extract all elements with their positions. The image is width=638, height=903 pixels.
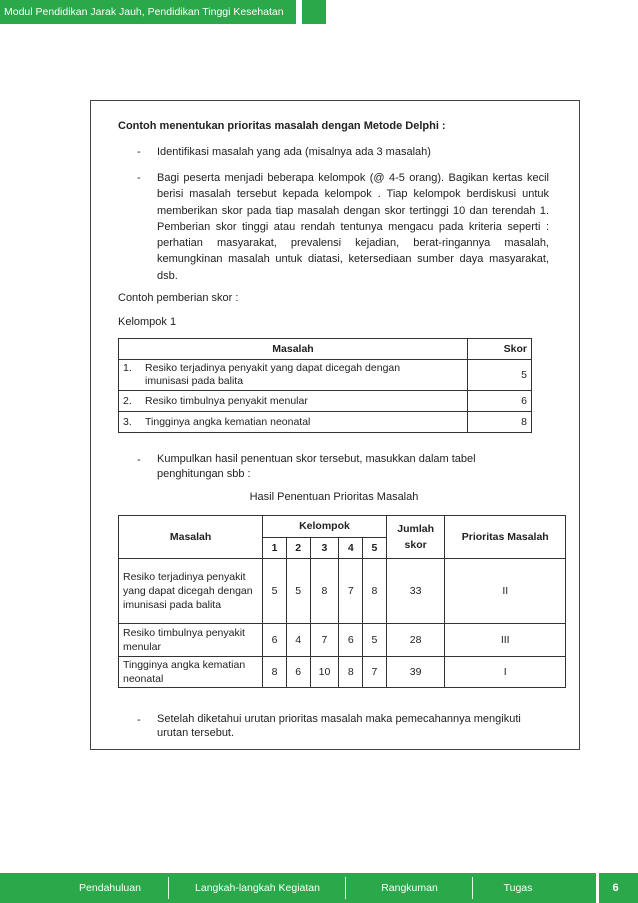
table2-caption: Hasil Penentuan Prioritas Masalah [249, 491, 419, 503]
row-skor: 6 [468, 391, 532, 412]
row-score: 8 [363, 559, 387, 624]
row-score: 5 [363, 624, 387, 657]
nav-langkah-kegiatan[interactable]: Langkah-langkah Kegiatan [195, 882, 320, 894]
nav-divider [168, 877, 169, 899]
nav-divider [472, 877, 473, 899]
row-masalah: Resiko timbulnya penyakit menular [145, 395, 308, 407]
row-score: 8 [310, 559, 339, 624]
row-masalah: Resiko terjadinya penyakit yang dapat dicegah dengan imunisasi pada balita [145, 362, 401, 387]
row-number: 3. [123, 416, 132, 428]
kelompok-label: Kelompok 1 [118, 316, 177, 328]
nav-divider [345, 877, 346, 899]
row-score: 7 [310, 624, 339, 657]
col-masalah-header: Masalah [119, 339, 468, 360]
table-row [119, 657, 566, 688]
row-score: 7 [363, 657, 387, 688]
col-kelompok-header: Kelompok [263, 516, 387, 538]
row-score: 5 [286, 559, 310, 624]
col-skor-header: Skor [468, 339, 532, 360]
row-score: 4 [286, 624, 310, 657]
bullet-identifikasi: Identifikasi masalah yang ada (misalnya ada 3 masalah) [157, 146, 431, 158]
col-group-5: 5 [363, 537, 387, 559]
row-masalah: Tingginya angka kematian neonatal [119, 657, 263, 688]
bullet-dash: - [137, 454, 141, 466]
module-header-title: Modul Pendidikan Jarak Jauh, Pendidikan Tinggi Kesehatan [0, 0, 296, 24]
row-score: 6 [339, 624, 363, 657]
row-score: 8 [339, 657, 363, 688]
nav-pendahuluan[interactable]: Pendahuluan [79, 882, 141, 894]
nav-tugas[interactable]: Tugas [503, 882, 533, 894]
header-accent-square [302, 0, 326, 24]
bullet-kumpulkan: Kumpulkan hasil penentuan skor tersebut, masukkan dalam tabel penghitungan sbb : [157, 453, 476, 480]
bullet-dash: - [137, 714, 141, 726]
row-score: 7 [339, 559, 363, 624]
table-row [119, 360, 532, 391]
table-row [119, 412, 532, 433]
example-heading: Contoh menentukan prioritas masalah dengan Metode Delphi : [118, 120, 446, 132]
row-score: 8 [263, 657, 287, 688]
row-score: 6 [263, 624, 287, 657]
page-number: 6 [596, 873, 632, 903]
table-row [119, 391, 532, 412]
col-group-1: 1 [263, 537, 287, 559]
bullet-bagi-peserta: Bagi peserta menjadi beberapa kelompok (@ 4-5 orang). Bagikan kertas kecil berisi masalah tersebut kepada kelompok . Tiap kelompok berdiskusi untuk memberikan skor pada tiap masalah dengan skor tertinggi 10 dan terendah 1. Pemberian skor tinggi atau rendah tentunya mengacu pada kriteria seperti : perhatian masyarakat, prevalensi kejadian, berat-ringannya masalah, kemungkinan masalah untuk diatasi, ketersediaan sumber daya masyarakat, dsb. [157, 172, 549, 282]
row-masalah: Resiko timbulnya penyakit menular [119, 624, 263, 657]
col-jumlah-header: Jumlah skor [386, 516, 445, 559]
row-number: 2. [123, 395, 132, 407]
footer-nav [0, 873, 638, 903]
row-score: 6 [286, 657, 310, 688]
row-masalah: Tingginya angka kematian neonatal [145, 416, 311, 428]
nav-rangkuman[interactable]: Rangkuman [381, 882, 438, 894]
col-group-3: 3 [310, 537, 339, 559]
row-score: 10 [310, 657, 339, 688]
row-jumlah: 39 [386, 657, 445, 688]
row-skor: 8 [468, 412, 532, 433]
row-score: 5 [263, 559, 287, 624]
row-prioritas: II [445, 559, 566, 624]
table-row [119, 624, 566, 657]
bullet-dash: - [137, 172, 141, 184]
col-group-4: 4 [339, 537, 363, 559]
bullet-dash: - [137, 146, 141, 158]
row-masalah: Resiko terjadinya penyakit yang dapat dicegah dengan imunisasi pada balita [119, 559, 263, 624]
row-number: 1. [123, 362, 132, 374]
row-jumlah: 33 [386, 559, 445, 624]
row-prioritas: III [445, 624, 566, 657]
contoh-skor-label: Contoh pemberian skor : [118, 292, 239, 304]
priority-result-table [118, 515, 566, 688]
col-masalah-header: Masalah [119, 516, 263, 559]
col-group-2: 2 [286, 537, 310, 559]
col-prioritas-header: Prioritas Masalah [445, 516, 566, 559]
row-prioritas: I [445, 657, 566, 688]
row-jumlah: 28 [386, 624, 445, 657]
row-skor: 5 [468, 360, 532, 391]
table-row [119, 559, 566, 624]
bullet-setelah-diketahui: Setelah diketahui urutan prioritas masalah maka pemecahannya mengikuti urutan tersebut. [157, 713, 521, 739]
score-table-kelompok-1 [118, 338, 532, 433]
